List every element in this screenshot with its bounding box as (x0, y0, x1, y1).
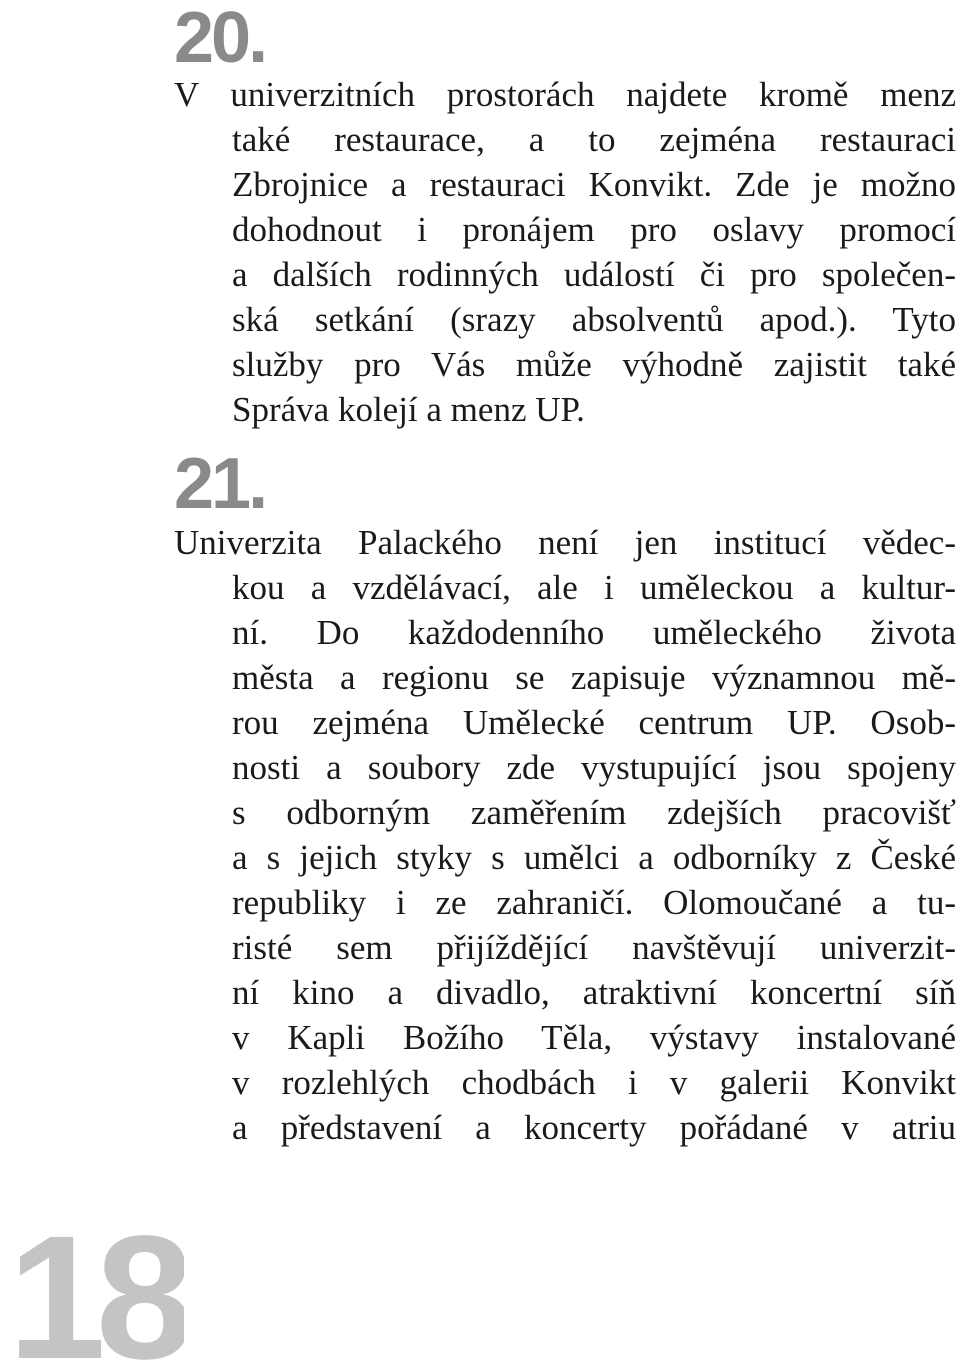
text-line: s odborným zaměřením zdejších pracovišť (232, 793, 956, 832)
text-line: také restaurace, a to zejména restauraci (232, 120, 956, 159)
text-line: risté sem přijíždějící navštěvují univerzit- (232, 928, 956, 967)
text-line: rou zejména Umělecké centrum UP. Osob- (232, 703, 956, 742)
text-line: kou a vzdělávací, ale i uměleckou a kultur- (232, 568, 956, 607)
text-line: republiky i ze zahraničí. Olomoučané a tu- (232, 883, 956, 922)
text-line: Správa kolejí a menz UP. (232, 390, 585, 429)
text-line: a dalších rodinných událostí či pro společen- (232, 255, 956, 294)
section-number-21: 21. (174, 444, 266, 524)
text-line: v rozlehlých chodbách i v galerii Konvikt (232, 1063, 956, 1102)
text-line: dohodnout i pronájem pro oslavy promocí (232, 210, 956, 249)
text-line: ní kino a divadlo, atraktivní koncertní síň (232, 973, 956, 1012)
text-line: ní. Do každodenního uměleckého života (232, 613, 956, 652)
text-line: Zbrojnice a restauraci Konvikt. Zde je možno (232, 165, 956, 204)
text-line: V univerzitních prostorách najdete kromě menz (174, 75, 956, 114)
text-line: služby pro Vás může výhodně zajistit také (232, 345, 956, 384)
text-line: a představení a koncerty pořádané v atriu (232, 1108, 956, 1147)
text-line: Univerzita Palackého není jen institucí vědec- (174, 523, 956, 562)
text-line: ská setkání (srazy absolventů apod.). Tyto (232, 300, 956, 339)
text-line: a s jejich styky s umělci a odborníky z České (232, 838, 956, 877)
text-line: města a regionu se zapisuje významnou mě- (232, 658, 956, 697)
text-line: nosti a soubory zde vystupující jsou spojeny (232, 748, 956, 787)
text-line: v Kapli Božího Těla, výstavy instalované (232, 1018, 956, 1057)
section-number-20: 20. (174, 0, 266, 78)
page-number: 18 (8, 1228, 184, 1368)
